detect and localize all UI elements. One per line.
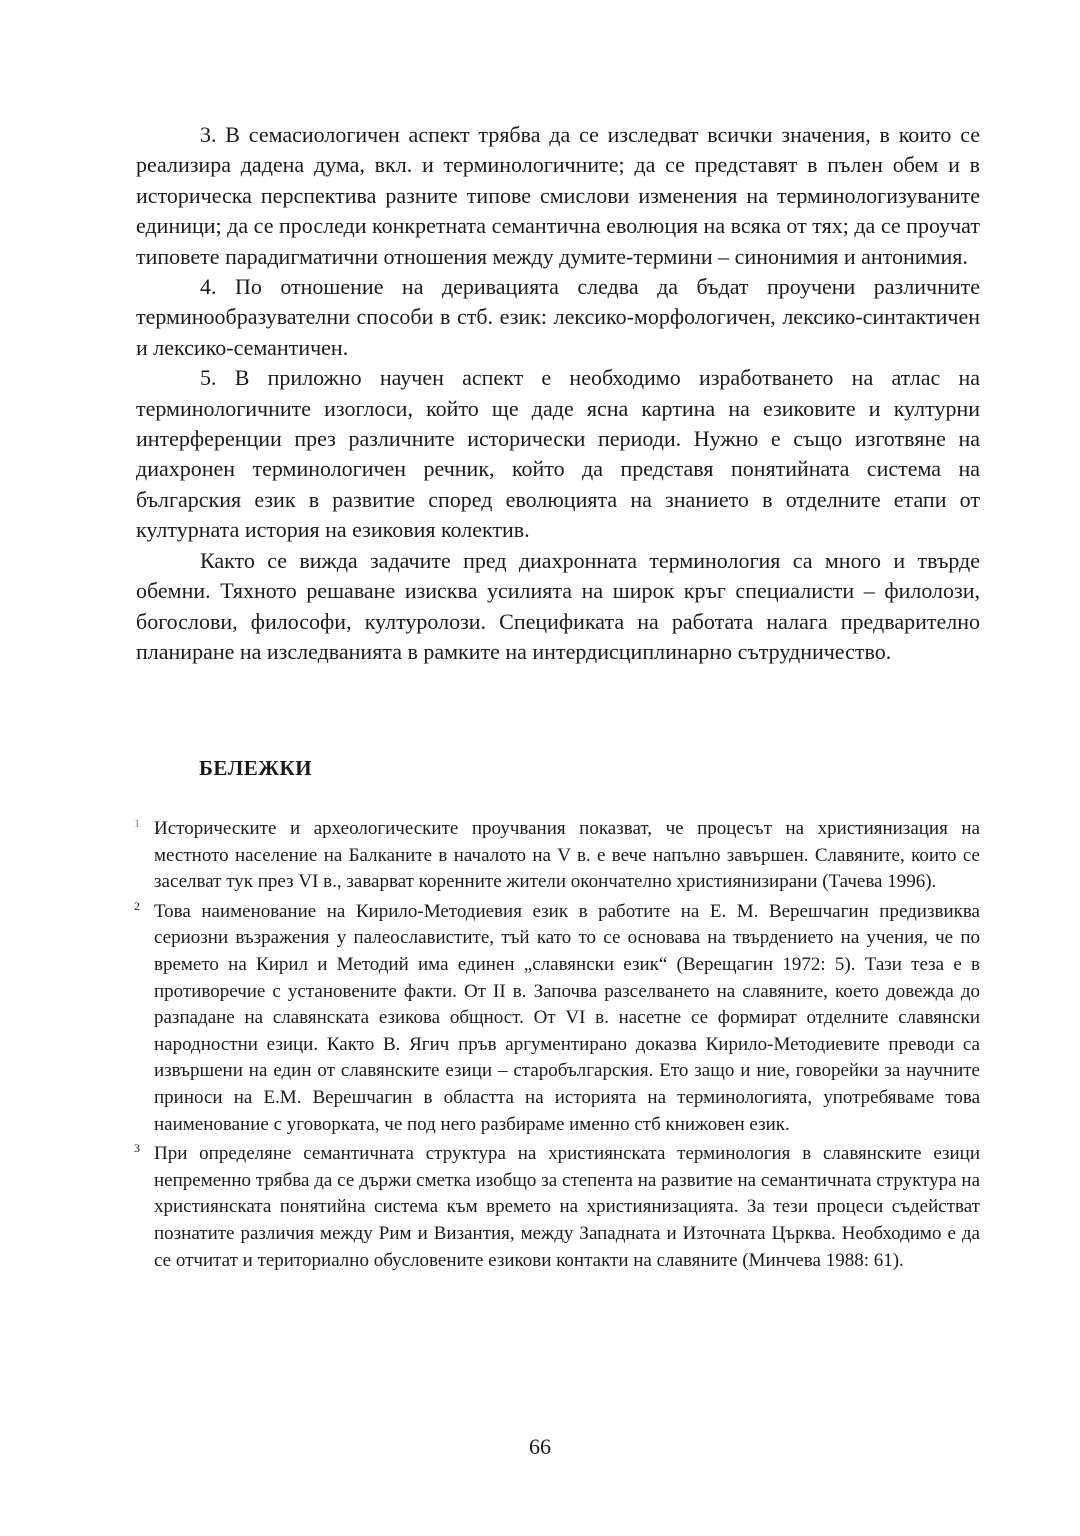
paragraph-applied-aspect: 5. В приложно научен аспект е необходимо изработването на атлас на терминологичните изоглоси, който ще даде ясна картина на езиковите и културни интерференции през различните исторически периоди. Нужно е също изготвяне на диахронен терминологичен речник, който да представя понятийната система на българския език в развитие според еволюцията на знанието в отделните етапи от културната история на езиковия колектив. bbox=[136, 365, 980, 543]
page-number: 66 bbox=[529, 1434, 551, 1459]
footnote-number: 3 bbox=[134, 1141, 140, 1156]
footnote bbox=[134, 816, 980, 896]
paragraph-derivation: 4. По отношение на деривацията следва да бъдат проучени различните терминообразувателни способи в стб. език: лексико-морфологичен, лексико-синтактичен и лексико-семантичен. bbox=[136, 274, 980, 360]
footnote-text: При определяне семантичната структура на християнската терминология в славянските езици непременно трябва да се държи сметка изобщо за степента на развитие на семантичната структура на християнската понятийна система към времето на християнизацията. За тези процеси съдействат познатите различия между Рим и Византия, между Западната и Източната Църква. Необходимо е да се отчитат и териториално обусловените езикови контакти на славяните (Минчева 1988: 61). bbox=[154, 1143, 980, 1271]
footnote-number: 1 bbox=[134, 816, 140, 830]
footnote-number: 2 bbox=[134, 898, 140, 913]
footnote bbox=[134, 1141, 980, 1274]
footnote-text: Това наименование на Кирило-Методиевия език в работите на Е. М. Верешчагин предизвиква сериозни възражения у палеославистите, тъй като то се основава на твърдението на учения, че по времето на Кирил и Методий има единен „славянски език“ (Верещагин 1972: 5). Тази теза е в противоречие с установените факти. От II в. Започва разселването на славяните, което довежда до разпадане на славянската езикова общност. От VI в. насетне се формират отделните славянски народностни езици. Както В. Ягич пръв аргументирано доказва Кирило-Методиевите преводи са извършени на един от славянските езици – старобългарския. Ето защо и ние, говорейки за научните приноси на Е.М. Верешчагин в областта на историята на терминологията, употребяваме това наименование с уговорката, че под него разбираме именно стб книжовен език. bbox=[154, 900, 980, 1135]
footnotes bbox=[134, 816, 980, 1277]
notes-heading: БЕЛЕЖКИ bbox=[199, 756, 313, 780]
footnote-text: Историческите и археологическите проучвания показват, че процесът на християнизация на местното население на Балканите в началото на V в. е вече напълно завършен. Славяните, които се заселват тук през VI в., заварват коренните жители окончателно християнизирани (Тачева 1996). bbox=[154, 818, 980, 893]
paragraph-semasiology: 3. В семасиологичен аспект трябва да се изследват всички значения, в които се реализира дадена дума, вкл. и терминологичните; да се представят в пълен обем и в историческа перспектива разните типове смислови изменения на терминологизуваните единици; да се проследи конкретната семантична еволюция на всяка от тях; да се проучат типовете парадигматични отношения между думите-термини – синонимия и антонимия. bbox=[136, 122, 980, 269]
footnote bbox=[134, 899, 980, 1138]
paragraph-conclusion: Както се вижда задачите пред диахронната терминология са много и твърде обемни. Тяхното решаване изисква усилията на широк кръг специалисти – филолози, богослови, философи, културолози. Спецификата на работата налага предварително планиране на изследванията в рамките на интердисциплинарно сътрудничество. bbox=[136, 547, 980, 664]
body-text bbox=[136, 120, 980, 667]
